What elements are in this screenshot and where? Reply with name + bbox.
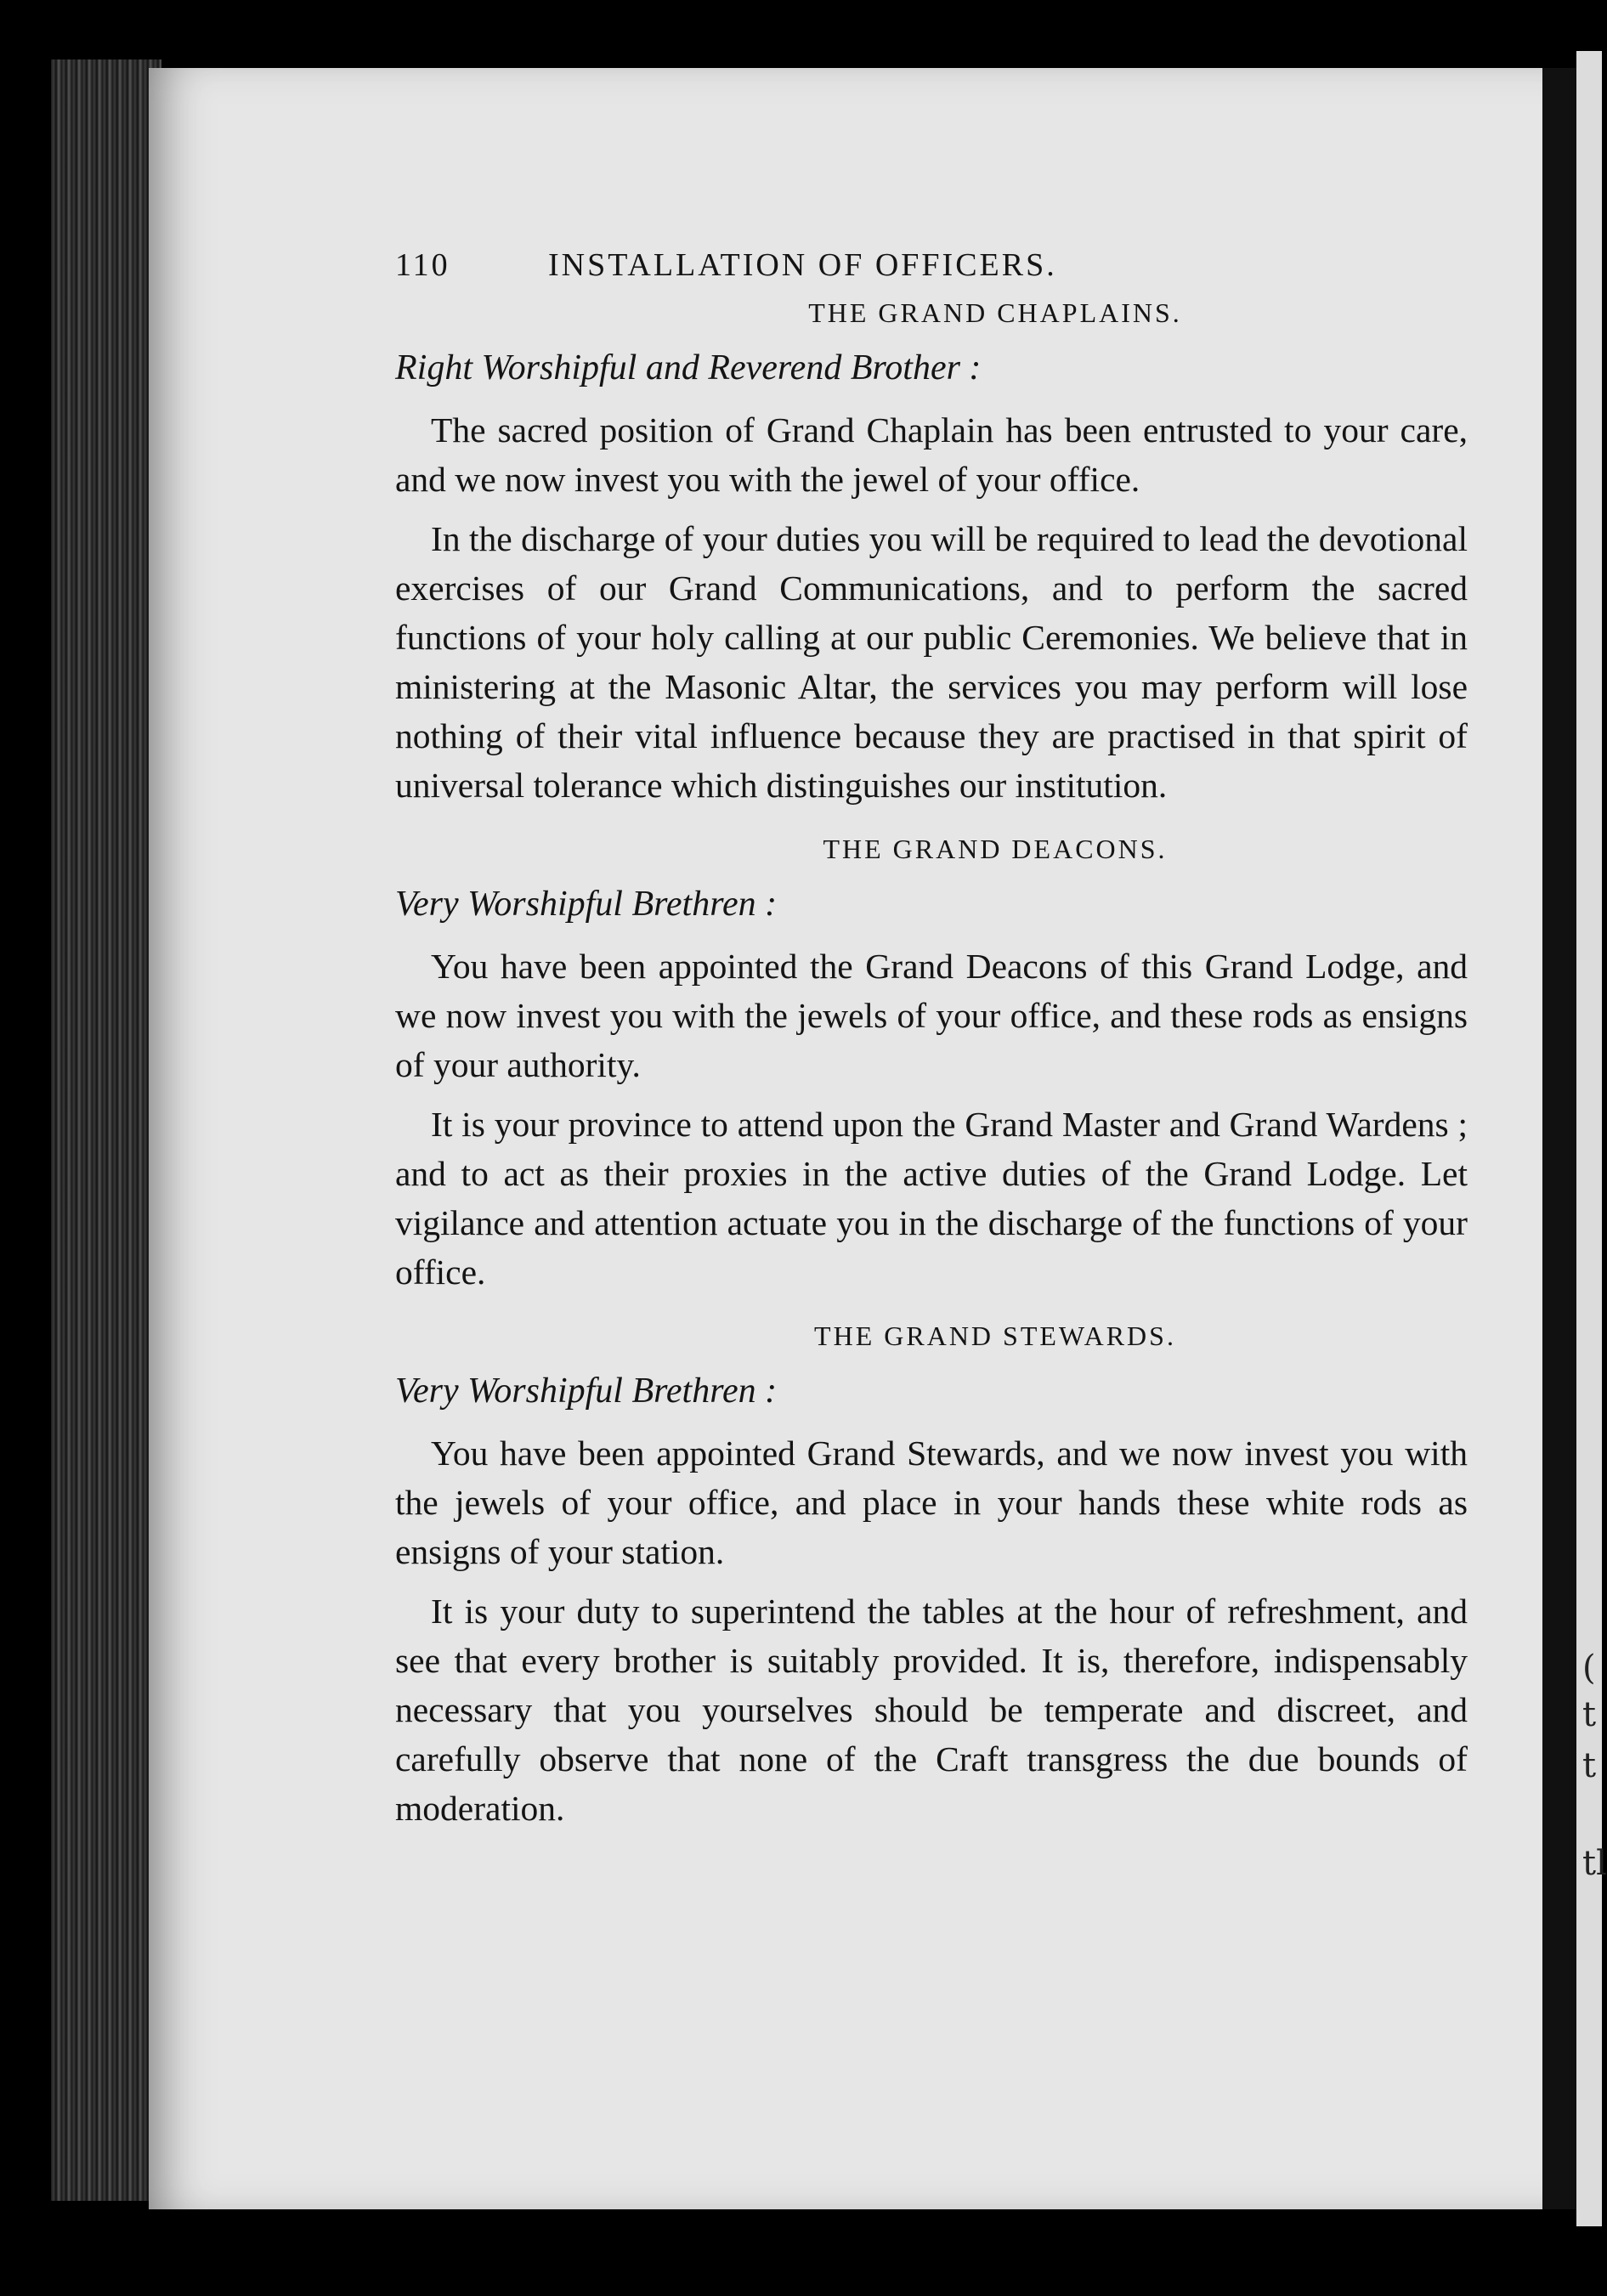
page-text-block: [395, 246, 1468, 1843]
section-grand-chaplains: [395, 297, 1468, 810]
book-binding-edge: [51, 59, 161, 2201]
salutation: Right Worshipful and Reverend Brother :: [395, 348, 982, 387]
paragraph: The sacred position of Grand Chaplain has been entrusted to your care, and we now invest you with the jewel of your office.: [395, 410, 1468, 499]
page-number: 110: [395, 247, 450, 283]
section-heading: THE GRAND STEWARDS.: [814, 1320, 1176, 1351]
facing-page-fragment: t: [1582, 1695, 1597, 1734]
salutation: Very Worshipful Brethren :: [395, 885, 778, 924]
running-head-title: INSTALLATION OF OFFICERS.: [548, 247, 1057, 283]
facing-page-fragment: t: [1582, 1746, 1597, 1785]
running-header: [395, 246, 1468, 297]
section-grand-deacons: [395, 834, 1468, 1297]
paragraph: You have been appointed Grand Stewards, and we now invest you with the jewels of your office, and place in your hands these white rods as ensigns of your station.: [395, 1434, 1468, 1571]
section-heading: THE GRAND CHAPLAINS.: [808, 297, 1182, 328]
paragraph: It is your duty to superintend the tables at the hour of refreshment, and see that every brother is suitably provided. It is, therefore, indispensably necessary that you yourselves should be temperate and discreet, and carefully observe that none of the Craft transgress the due bounds of moderation.: [395, 1592, 1468, 1828]
paragraph: In the discharge of your duties you will be required to lead the devotional exercises of our Grand Communications, and to perform the sacred functions of your holy calling at our public Ceremonies. We believe that in ministering at the Masonic Altar, the services you may perform will lose nothing of their vital influence because they are practised in that spirit of universal tolerance which distinguishes our institution.: [395, 519, 1468, 805]
page-gutter: [1542, 68, 1576, 2209]
facing-page-fragment: (: [1582, 1648, 1596, 1688]
paragraph: It is your province to attend upon the Grand Master and Grand Wardens ; and to act as their proxies in the active duties of the Grand Lodge. Let vigilance and attention actuate you in the discharge of the functions of your office.: [395, 1105, 1468, 1292]
facing-page-edge: [1576, 51, 1602, 2226]
section-heading: THE GRAND DEACONS.: [823, 834, 1168, 864]
section-grand-stewards: [395, 1320, 1468, 1833]
salutation: Very Worshipful Brethren :: [395, 1371, 778, 1411]
paragraph: You have been appointed the Grand Deacons of this Grand Lodge, and we now invest you with the jewels of your office, and these rods as ensigns of your authority.: [395, 947, 1468, 1084]
facing-page-fragment: tl: [1582, 1844, 1607, 1883]
